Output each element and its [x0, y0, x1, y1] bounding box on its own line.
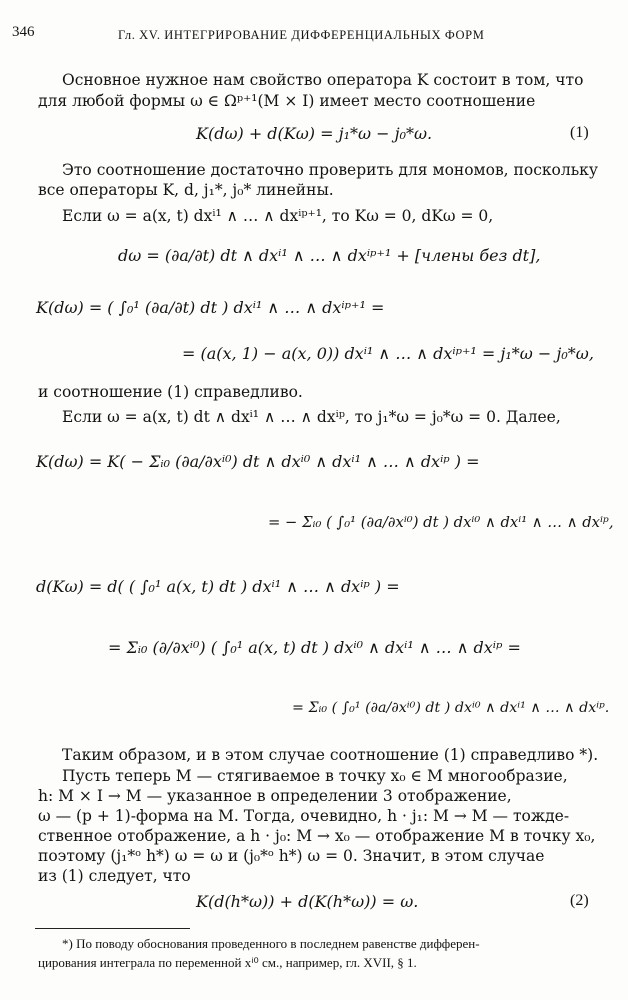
text-line: ственное отображение, а h · j₀: M → x₀ — отображение M в точку x₀,: [38, 827, 596, 845]
equation: K(dω) = ( ∫₀¹ (∂a/∂t) dt ) dxⁱ¹ ∧ … ∧ dxⁱᵖ⁺¹ =: [36, 298, 385, 317]
text-line: и соотношение (1) справедливо.: [38, 383, 303, 401]
text-line: поэтому (j₁*ᵒ h*) ω = ω и (j₀*ᵒ h*) ω = 0. Значит, в этом случае: [38, 847, 545, 865]
text-line: Основное нужное нам свойство оператора K состоит в том, что: [62, 71, 584, 89]
equation: = (a(x, 1) − a(x, 0)) dxⁱ¹ ∧ … ∧ dxⁱᵖ⁺¹ = j₁*ω − j₀*ω,: [182, 344, 594, 363]
equation: K(dω) = K( − Σᵢ₀ (∂a/∂xⁱ⁰) dt ∧ dxⁱ⁰ ∧ dxⁱ¹ ∧ … ∧ dxⁱᵖ ) =: [36, 452, 480, 471]
equation: = Σᵢ₀ (∂/∂xⁱ⁰) ( ∫₀¹ a(x, t) dt ) dxⁱ⁰ ∧ dxⁱ¹ ∧ … ∧ dxⁱᵖ =: [108, 638, 521, 657]
text-line: для любой формы ω ∈ Ωᵖ⁺¹(M × I) имеет место соотношение: [38, 92, 536, 110]
text-line: Если ω = a(x, t) dt ∧ dxⁱ¹ ∧ … ∧ dxⁱᵖ, то j₁*ω = j₀*ω = 0. Далее,: [62, 408, 561, 426]
text-line: Пусть теперь M — стягиваемое в точку x₀ ∈ M многообразие,: [62, 767, 568, 785]
page-number: 346: [12, 24, 35, 40]
running-head: Гл. XV. ИНТЕГРИРОВАНИЕ ДИФФЕРЕНЦИАЛЬНЫХ ФОРМ: [118, 28, 485, 42]
text-line: h: M × I → M — указанное в определении 3 отображение,: [38, 787, 512, 805]
footnote-line: цирования интеграла по переменной xⁱ⁰ см., например, гл. XVII, § 1.: [38, 955, 417, 970]
equation-2: K(d(h*ω)) + d(K(h*ω)) = ω.: [196, 892, 419, 911]
text-line: все операторы K, d, j₁*, j₀* линейны.: [38, 181, 334, 199]
text-line: Таким образом, и в этом случае соотношение (1) справедливо *).: [62, 746, 599, 764]
equation: d(Kω) = d( ( ∫₀¹ a(x, t) dt ) dxⁱ¹ ∧ … ∧ dxⁱᵖ ) =: [36, 577, 400, 596]
text-line: ω — (p + 1)-форма на M. Тогда, очевидно, h · j₁: M → M — тожде-: [38, 807, 570, 825]
equation: = Σᵢ₀ ( ∫₀¹ (∂a/∂xⁱ⁰) dt ) dxⁱ⁰ ∧ dxⁱ¹ ∧ … ∧ dxⁱᵖ.: [292, 700, 610, 716]
equation-number-2: (2): [570, 892, 589, 909]
footnote-line: *) По поводу обоснования проведенного в последнем равенстве дифферен-: [62, 936, 480, 951]
equation-number-1: (1): [570, 124, 589, 141]
equation: = − Σᵢ₀ ( ∫₀¹ (∂a/∂xⁱ⁰) dt ) dxⁱ⁰ ∧ dxⁱ¹ ∧ … ∧ dxⁱᵖ,: [268, 514, 614, 531]
text-line: Если ω = a(x, t) dxⁱ¹ ∧ … ∧ dxⁱᵖ⁺¹, то Kω = 0, dKω = 0,: [62, 207, 494, 225]
equation: dω = (∂a/∂t) dt ∧ dxⁱ¹ ∧ … ∧ dxⁱᵖ⁺¹ + [члены без dt],: [118, 246, 541, 265]
equation-1: K(dω) + d(Kω) = j₁*ω − j₀*ω.: [196, 124, 433, 143]
text-line: из (1) следует, что: [38, 867, 191, 885]
footnote-rule: [35, 928, 190, 929]
text-line: Это соотношение достаточно проверить для мономов, поскольку: [62, 161, 598, 179]
